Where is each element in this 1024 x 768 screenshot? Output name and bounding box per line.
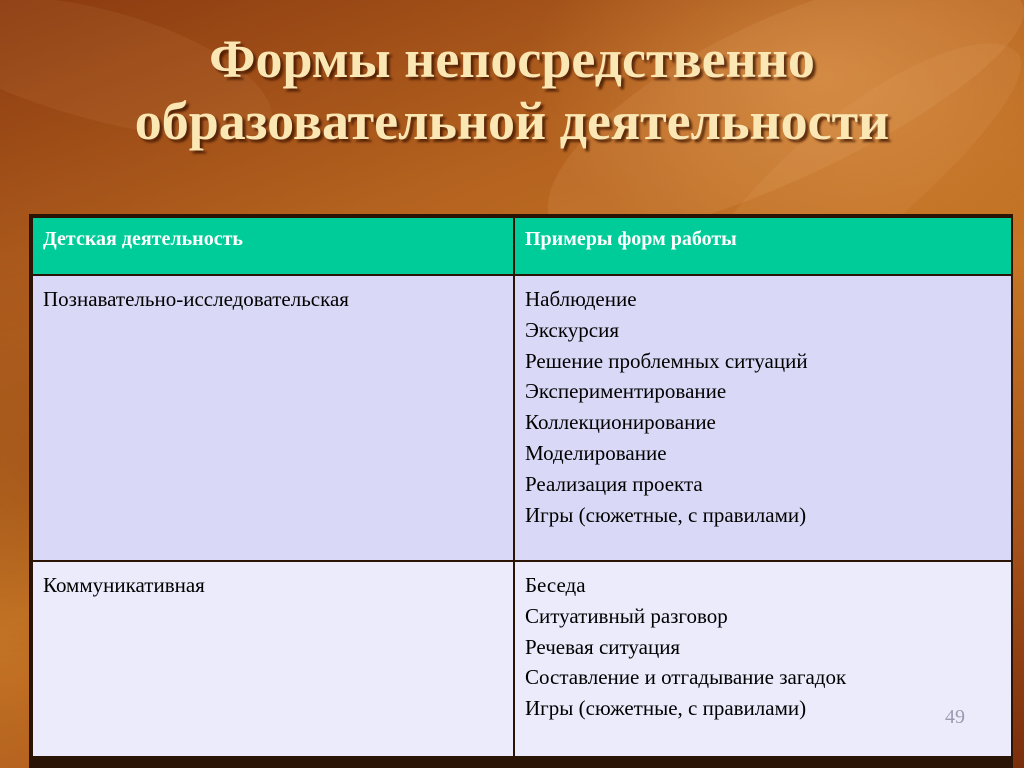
table-row [32, 561, 1012, 757]
activity-cell: Коммуникативная [32, 561, 514, 757]
slide-page-number: 49 [945, 706, 965, 728]
header-children-activity: Детская деятельность [32, 217, 514, 275]
form-item: Экскурсия [525, 317, 619, 342]
activity-forms-table-container [29, 214, 1013, 768]
slide-title-line-2: образовательной деятельности [134, 91, 890, 151]
form-item: Моделирование [525, 440, 667, 465]
activity-cell: Познавательно-исследовательская [32, 275, 514, 561]
slide-title [0, 28, 1024, 152]
form-item: Коллекционирование [525, 410, 716, 435]
form-item: Беседа [525, 573, 586, 597]
form-item: Экспериментирование [525, 379, 727, 404]
form-item: Ситуативный разговор [525, 603, 728, 628]
form-item: Решение проблемных ситуаций [525, 348, 808, 373]
header-work-forms-examples: Примеры форм работы [514, 217, 1012, 275]
form-item: Игры (сюжетные, с правилами) [525, 696, 807, 721]
form-item: Игры (сюжетные, с правилами) [525, 502, 807, 527]
table-row [32, 275, 1012, 561]
form-item: Составление и отгадывание загадок [525, 665, 847, 690]
activity-forms-table [31, 216, 1013, 758]
form-item: Наблюдение [525, 287, 637, 311]
forms-cell [514, 275, 1012, 561]
form-item: Реализация проекта [525, 471, 703, 496]
table-header-row [32, 217, 1012, 275]
form-item: Речевая ситуация [525, 634, 681, 659]
slide-title-line-1: Формы непосредственно [209, 29, 815, 89]
